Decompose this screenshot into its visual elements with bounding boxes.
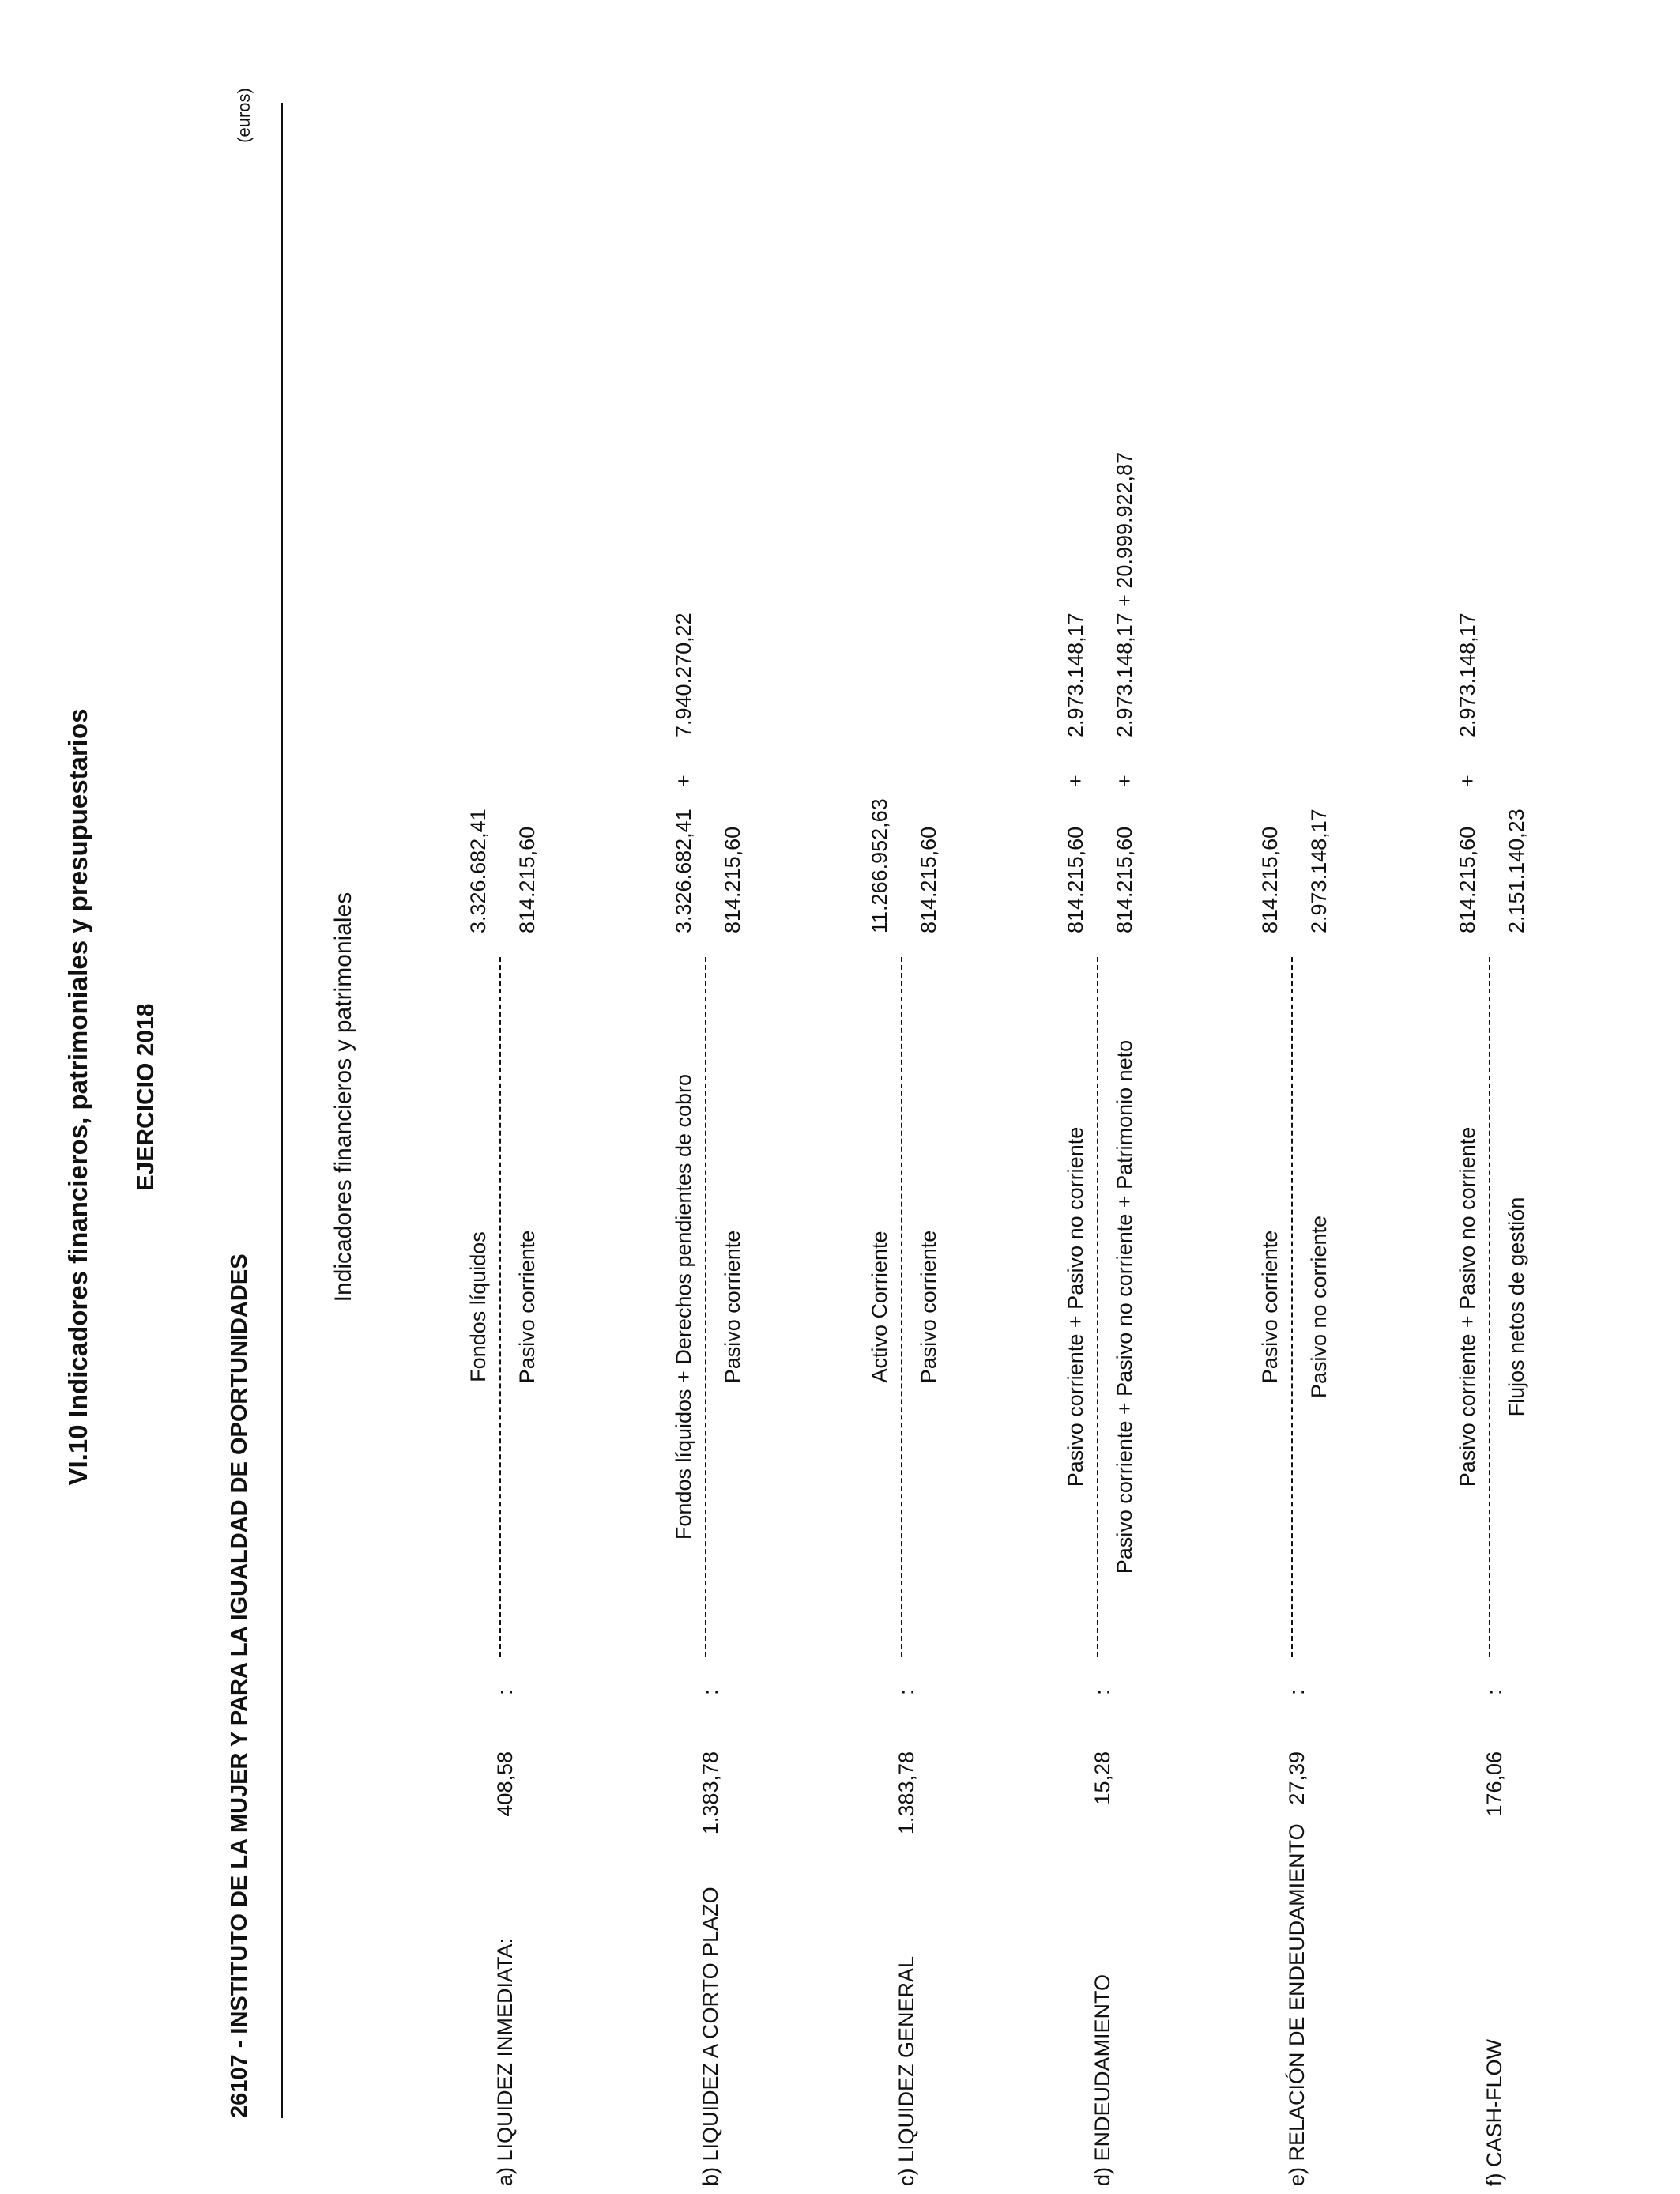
fraction-line xyxy=(705,957,706,1657)
formula-numerator: Pasivo corriente + Pasivo no corriente xyxy=(1456,1126,1479,1487)
indicator-colon: : xyxy=(1090,1689,1114,1695)
indicator-colon: : xyxy=(1482,1689,1506,1695)
formula-numerator: Fondos líquidos xyxy=(466,1231,490,1382)
indicator-value: 15,28 xyxy=(1090,1751,1114,1805)
numerator-amount: 7.940.270,22 xyxy=(672,613,695,737)
indicator-label: f) CASH-FLOW xyxy=(1482,2039,1506,2186)
indicator-label: e) RELACIÓN DE ENDEUDAMIENTO xyxy=(1285,1823,1309,2186)
numerator-amount: 814.215,60 xyxy=(1064,826,1087,933)
denominator-amount: 814.215,60 xyxy=(917,826,940,933)
formula-denominator: Pasivo no corriente xyxy=(1307,1215,1331,1399)
fraction-line xyxy=(1291,957,1293,1657)
numerator-amount: + xyxy=(1456,775,1479,787)
denominator-amount: 814.215,60 xyxy=(515,826,539,933)
denominator-amount: 2.151.140,23 xyxy=(1505,809,1528,933)
indicator-value: 176,06 xyxy=(1482,1751,1506,1817)
organization-name: 26107 - INSTITUTO DE LA MUJER Y PARA LA IGUALDAD DE OPORTUNIDADES xyxy=(227,1253,252,2118)
numerator-amount: 2.973.148,17 xyxy=(1456,613,1479,737)
indicator-label: c) LIQUIDEZ GENERAL xyxy=(895,1955,918,2186)
formula-denominator: Pasivo corriente + Pasivo no corriente + Patrimonio neto xyxy=(1113,1039,1136,1574)
indicator-colon: : xyxy=(895,1689,918,1695)
formula-denominator: Pasivo corriente xyxy=(515,1230,539,1384)
numerator-amount: 3.326.682,41 xyxy=(466,809,490,933)
indicator-value: 27,39 xyxy=(1285,1751,1309,1805)
formula-numerator: Activo Corriente xyxy=(868,1231,891,1383)
numerator-amount: 11.266.952,63 xyxy=(868,798,891,933)
numerator-amount: 814.215,60 xyxy=(1258,826,1282,933)
formula-denominator: Pasivo corriente xyxy=(917,1230,940,1384)
indicator-value: 408,58 xyxy=(493,1751,517,1817)
denominator-amount: 814.215,60 xyxy=(1113,826,1136,933)
denominator-amount: 814.215,60 xyxy=(721,826,744,933)
fraction-line xyxy=(901,957,902,1657)
header-rule xyxy=(281,103,283,2118)
report-subtitle: EJERCICIO 2018 xyxy=(133,1003,159,1191)
numerator-amount: + xyxy=(672,775,695,787)
formula-numerator: Pasivo corriente + Pasivo no corriente xyxy=(1064,1126,1087,1487)
numerator-amount: + xyxy=(1064,775,1087,787)
formula-denominator: Flujos netos de gestión xyxy=(1505,1197,1528,1417)
denominator-amount: 2.973.148,17 xyxy=(1307,809,1331,933)
denominator-amount: + xyxy=(1113,775,1136,787)
formula-denominator: Pasivo corriente xyxy=(721,1230,744,1384)
indicator-colon: : xyxy=(493,1689,517,1695)
unit-label: (euros) xyxy=(234,88,254,143)
indicator-colon: : xyxy=(699,1689,722,1695)
indicator-value: 1.383,78 xyxy=(699,1751,722,1835)
indicator-label: a) LIQUIDEZ INMEDIATA: xyxy=(493,1937,517,2186)
numerator-amount: 3.326.682,41 xyxy=(672,809,695,933)
formula-numerator: Fondos líquidos + Derechos pendientes de cobro xyxy=(672,1073,695,1540)
indicator-label: b) LIQUIDEZ A CORTO PLAZO xyxy=(699,1887,722,2186)
fraction-line xyxy=(499,957,501,1657)
indicator-label: d) ENDEUDAMIENTO xyxy=(1090,1973,1114,2186)
section-title: Indicadores financieros y patrimoniales xyxy=(330,892,356,1302)
fraction-line xyxy=(1097,957,1098,1657)
numerator-amount: 2.973.148,17 xyxy=(1064,613,1087,737)
indicator-value: 1.383,78 xyxy=(895,1751,918,1835)
numerator-amount: 814.215,60 xyxy=(1456,826,1479,933)
denominator-amount: 2.973.148,17 + 20.999.922,87 xyxy=(1113,451,1136,737)
indicator-colon: : xyxy=(1285,1689,1309,1695)
formula-numerator: Pasivo corriente xyxy=(1258,1230,1282,1384)
report-title: VI.10 Indicadores financieros, patrimoniales y presupuestarios xyxy=(63,708,92,1486)
fraction-line xyxy=(1489,957,1490,1657)
